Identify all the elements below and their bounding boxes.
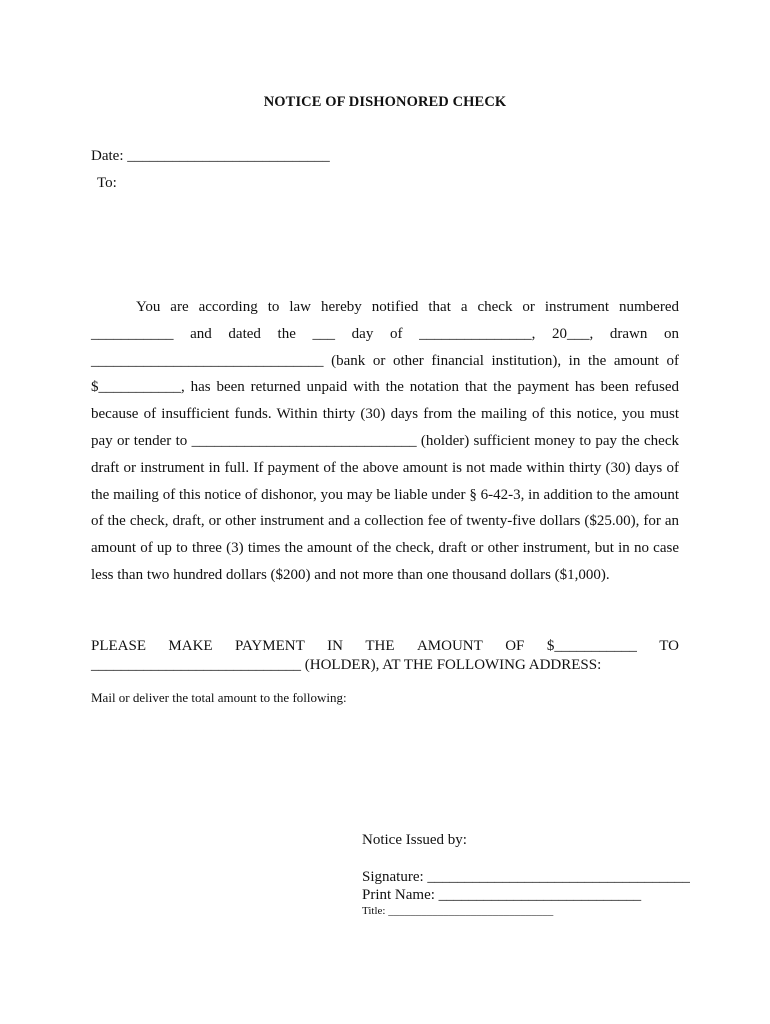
mail-instruction: Mail or deliver the total amount to the following: [91, 690, 347, 705]
payment-word: MAKE [168, 638, 213, 654]
issued-by-label: Notice Issued by: [362, 832, 467, 848]
recipient-label: To: [97, 175, 117, 191]
payment-amount-blank: $___________ [546, 638, 637, 654]
payment-word: PLEASE [91, 638, 147, 654]
payment-word: AMOUNT [416, 638, 483, 654]
issued-by-block [362, 832, 690, 919]
document-title: NOTICE OF DISHONORED CHECK [263, 94, 507, 110]
payment-word: PAYMENT [235, 638, 305, 654]
notice-paragraph [91, 294, 679, 589]
payment-word: OF [505, 638, 525, 654]
date-field: Date: ___________________________ [91, 148, 330, 164]
payment-line-1 [91, 637, 679, 656]
payment-word: TO [659, 638, 679, 654]
print-name-field: Print Name: ___________________________ [362, 887, 642, 903]
payment-instruction [91, 637, 679, 674]
title-field: Title: ______________________________ [362, 905, 554, 917]
payment-word: THE [365, 638, 395, 654]
paragraph-lead: You are according to law hereby notified that a check or instrument numbered [136, 299, 679, 315]
payment-line-2: ____________________________ (HOLDER), AT THE FOLLOWING ADDRESS: [91, 656, 602, 673]
payment-word: IN [327, 638, 343, 654]
paragraph-rest: ___________ and dated the ___ day of _______________, 20___, drawn on _______________________________ (bank or other financial institution), in the amount of $___________, has been returned unpaid with the notation that the payment has been refused because of insufficient funds. Within thirty (30) days from the mailing of this notice, you must pay or tender to ______________________________ (holder) sufficient money to pay the check draft or instrument in full. If payment of the above amount is not made within thirty (30) days of the mailing of this notice of dishonor, you may be liable under § 6-42-3, in addition to the amount of the check, draft, or other instrument and a collection fee of twenty-five dollars ($25.00), for an amount of up to three (3) times the amount of the check, draft or other instrument, but in no case less than two hundred dollars ($200) and not more than one thousand dollars ($1,000). [91, 325, 679, 583]
signature-field: Signature: ___________________________________ [362, 869, 690, 885]
